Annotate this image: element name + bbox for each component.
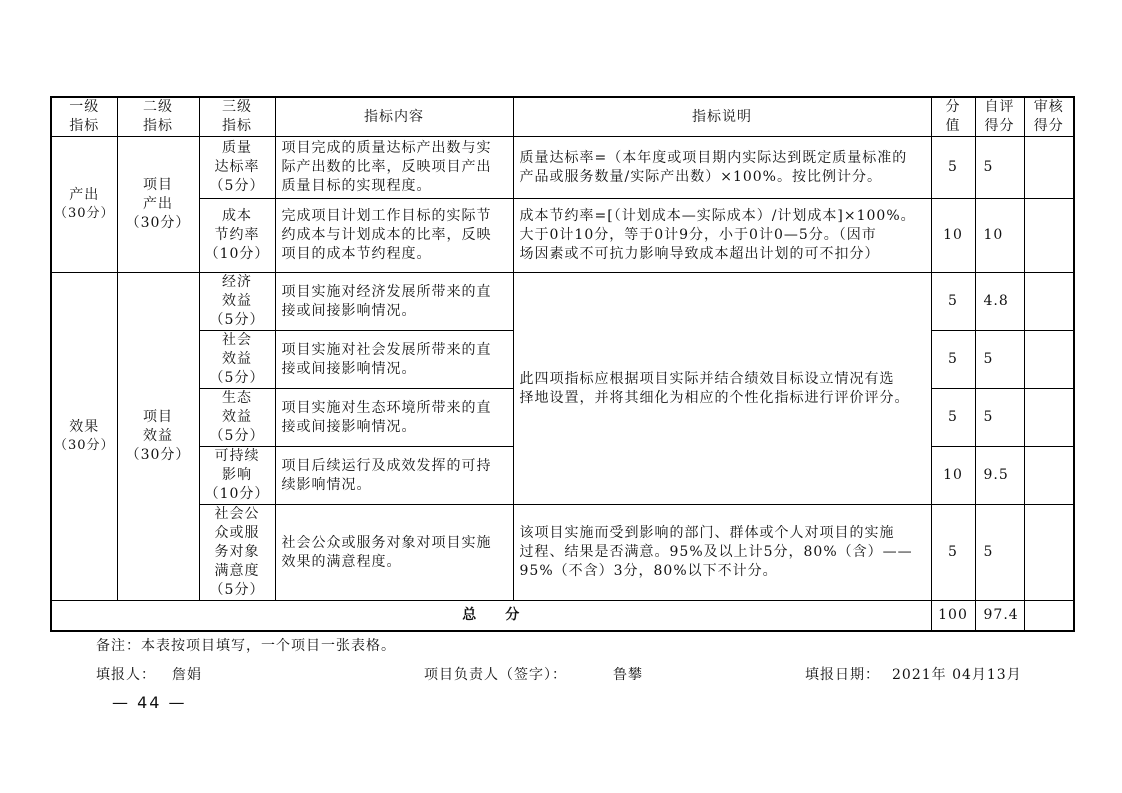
header-description: 指标说明 [513, 97, 931, 137]
header-score: 分 值 [931, 97, 975, 137]
review-score-cell [1024, 273, 1074, 331]
score-cell: 5 [931, 331, 975, 389]
table-row [51, 199, 1074, 273]
filler-label: 填报人： [96, 667, 156, 683]
filler-field [96, 664, 202, 684]
level3-satisfaction: 社会公 众或服 务对象 满意度 （5分） [199, 505, 275, 601]
level3-ecological-benefit: 生态 效益 （5分） [199, 389, 275, 447]
total-row [51, 601, 1074, 631]
leader-field [424, 664, 643, 684]
level1-effect: 效果 （30分） [51, 273, 117, 601]
filler-name: 詹娟 [172, 667, 202, 683]
level3-quality-rate: 质量 达标率 （5分） [199, 137, 275, 199]
content-cost-saving-rate: 完成项目计划工作目标的实际节 约成本与计划成本的比率，反映 项目的成本节约程度。 [275, 199, 513, 273]
leader-name: 鲁攀 [613, 667, 643, 683]
score-cell: 10 [931, 199, 975, 273]
total-label: 总 分 [51, 601, 931, 631]
content-social-benefit: 项目实施对社会发展所带来的直 接或间接影响情况。 [275, 331, 513, 389]
review-score-cell [1024, 389, 1074, 447]
review-score-cell [1024, 137, 1074, 199]
score-cell: 5 [931, 273, 975, 331]
self-score-cell: 5 [975, 137, 1024, 199]
header-level2: 二级 指标 [117, 97, 199, 137]
self-score-cell: 10 [975, 199, 1024, 273]
review-score-cell [1024, 447, 1074, 505]
total-self-score: 97.4 [975, 601, 1024, 631]
level1-output: 产出 （30分） [51, 137, 117, 273]
content-sustainable-impact: 项目后续运行及成效发挥的可持 续影响情况。 [275, 447, 513, 505]
header-self-score: 自评 得分 [975, 97, 1024, 137]
header-level1: 一级 指标 [51, 97, 117, 137]
leader-label: 项目负责人（签字）： [424, 667, 567, 683]
score-cell: 5 [931, 505, 975, 601]
content-ecological-benefit: 项目实施对生态环境所带来的直 接或间接影响情况。 [275, 389, 513, 447]
date-value: 2021年 04月13月 [892, 667, 1022, 683]
content-quality-rate: 项目完成的质量达标产出数与实 际产出数的比率，反映项目产出 质量目标的实现程度。 [275, 137, 513, 199]
self-score-cell: 5 [975, 331, 1024, 389]
performance-evaluation-table [50, 96, 1075, 632]
date-field [805, 664, 1022, 684]
review-score-cell [1024, 199, 1074, 273]
content-economic-benefit: 项目实施对经济发展所带来的直 接或间接影响情况。 [275, 273, 513, 331]
level3-social-benefit: 社会 效益 （5分） [199, 331, 275, 389]
total-review-score [1024, 601, 1074, 631]
total-score: 100 [931, 601, 975, 631]
self-score-cell: 5 [975, 389, 1024, 447]
table-row [51, 505, 1074, 601]
description-quality-rate: 质量达标率=（本年度或项目期内实际达到既定质量标准的 产品或服务数量/实际产出数）×100%。按比例计分。 [513, 137, 931, 199]
level2-output: 项目 产出 （30分） [117, 137, 199, 273]
score-cell: 5 [931, 389, 975, 447]
table-header-row [51, 97, 1074, 137]
level3-economic-benefit: 经济 效益 （5分） [199, 273, 275, 331]
self-score-cell: 9.5 [975, 447, 1024, 505]
table-row [51, 273, 1074, 331]
description-cost-saving-rate: 成本节约率=[（计划成本—实际成本）/计划成本]×100%。 大于0计10分，等于0计9分，小于0计0—5分。（因市 场因素或不可抗力影响导致成本超出计划的可不扣分） [513, 199, 931, 273]
level3-cost-saving-rate: 成本 节约率 （10分） [199, 199, 275, 273]
description-shared: 此四项指标应根据项目实际并结合绩效目标设立情况有选 择地设置，并将其细化为相应的个性化指标进行评价评分。 [513, 273, 931, 505]
header-content: 指标内容 [275, 97, 513, 137]
review-score-cell [1024, 331, 1074, 389]
self-score-cell: 4.8 [975, 273, 1024, 331]
date-label: 填报日期： [805, 667, 880, 683]
score-cell: 5 [931, 137, 975, 199]
table-row [51, 137, 1074, 199]
level3-sustainable-impact: 可持续 影响 （10分） [199, 447, 275, 505]
self-score-cell: 5 [975, 505, 1024, 601]
header-level3: 三级 指标 [199, 97, 275, 137]
review-score-cell [1024, 505, 1074, 601]
footer-note: 备注：本表按项目填写，一个项目一张表格。 [96, 638, 396, 654]
level2-effect: 项目 效益 （30分） [117, 273, 199, 601]
description-satisfaction: 该项目实施而受到影响的部门、群体或个人对项目的实施 过程、结果是否满意。95%及以上计5分，80%（含）—— 95%（不含）3分，80%以下不计分。 [513, 505, 931, 601]
score-cell: 10 [931, 447, 975, 505]
page-number: — 44 — [112, 693, 187, 712]
content-satisfaction: 社会公众或服务对象对项目实施 效果的满意程度。 [275, 505, 513, 601]
header-review-score: 审核 得分 [1024, 97, 1074, 137]
